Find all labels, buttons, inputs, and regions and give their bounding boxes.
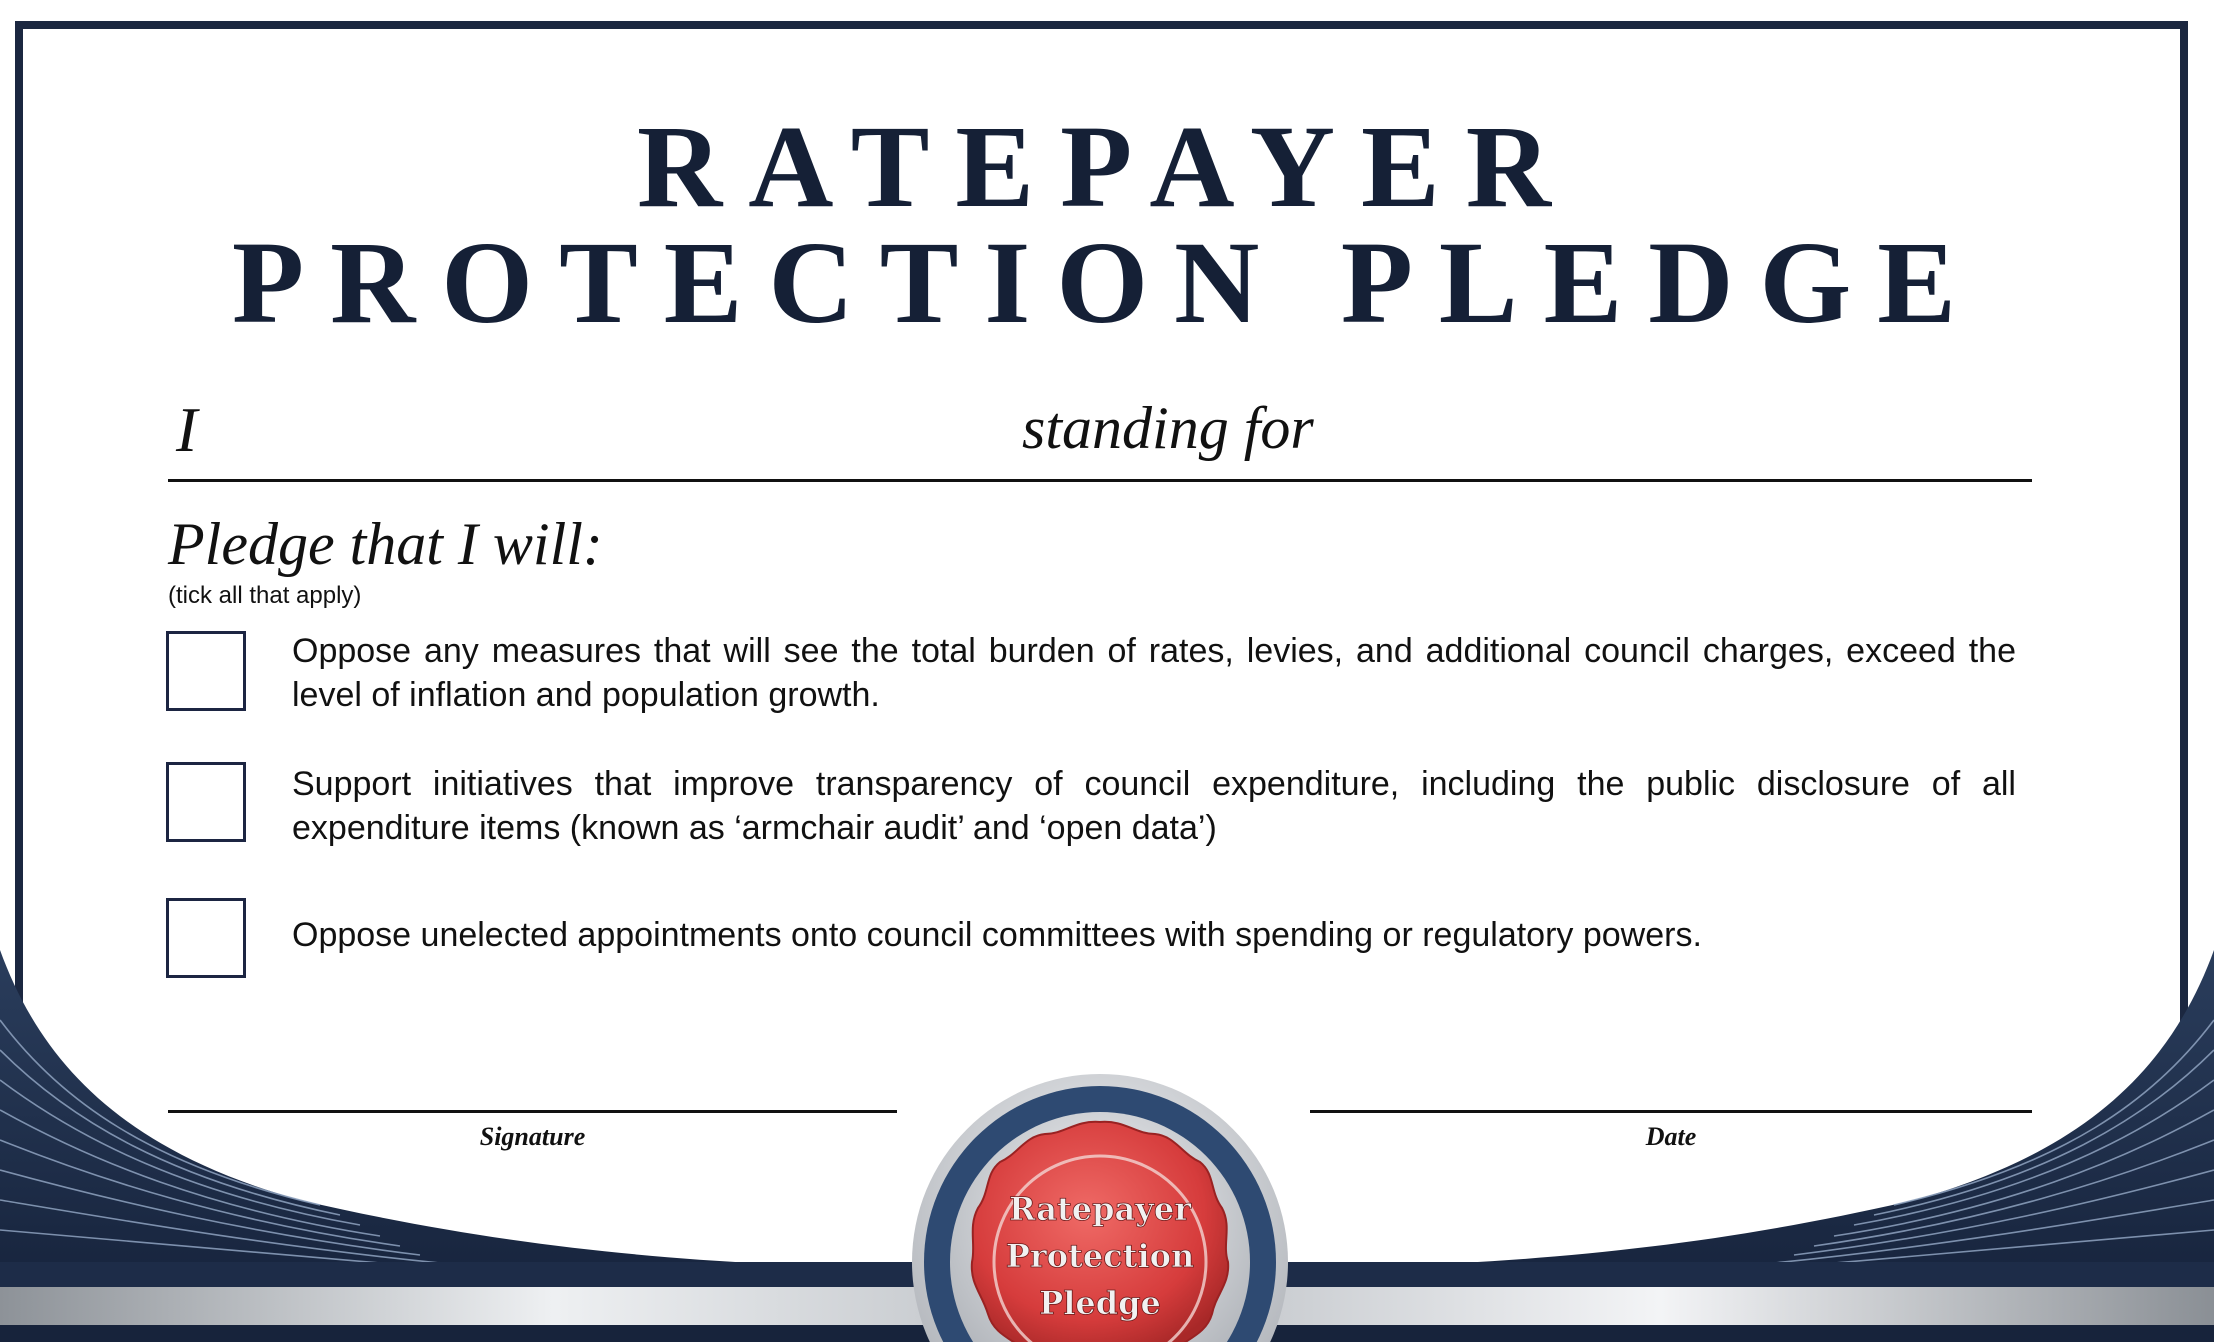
pledge-item-3-text: Oppose unelected appointments onto council committees with spending or regulatory powers. xyxy=(292,916,1702,954)
seal-text-line-3: Pledge xyxy=(1039,1284,1161,1322)
date-label: Date xyxy=(1645,1122,1697,1151)
name-entry-line[interactable] xyxy=(168,479,2032,482)
pledge-item-3-checkbox[interactable] xyxy=(166,898,246,978)
date-line[interactable] xyxy=(1310,1110,2032,1113)
title-line-1: RATEPAYER xyxy=(637,101,1577,232)
seal-text-line-1: Ratepayer xyxy=(1008,1190,1192,1228)
title-line-2: PROTECTION PLEDGE xyxy=(231,217,1983,348)
standing-for-label: standing for xyxy=(1022,395,1314,461)
pledge-item-2-text: Support initiatives that improve transparency of council expenditure, including the public disclosure of all expenditure items (known as ‘armchair audit’ and ‘open data’) xyxy=(292,765,2016,847)
pledger-i-label: I xyxy=(176,394,198,465)
pledge-heading: Pledge that I will: xyxy=(168,511,603,577)
tick-instruction: (tick all that apply) xyxy=(168,582,362,609)
wax-seal-emblem xyxy=(910,1072,1290,1342)
pledge-item-1-checkbox[interactable] xyxy=(166,631,246,711)
signature-line[interactable] xyxy=(168,1110,897,1113)
seal-text-line-2: Protection xyxy=(1005,1237,1195,1275)
signature-label: Signature xyxy=(479,1122,586,1151)
pledge-item-1-text: Oppose any measures that will see the total burden of rates, levies, and additional council charges, exceed the level of inflation and population growth. xyxy=(292,632,2016,714)
pledge-item-2-checkbox[interactable] xyxy=(166,762,246,842)
